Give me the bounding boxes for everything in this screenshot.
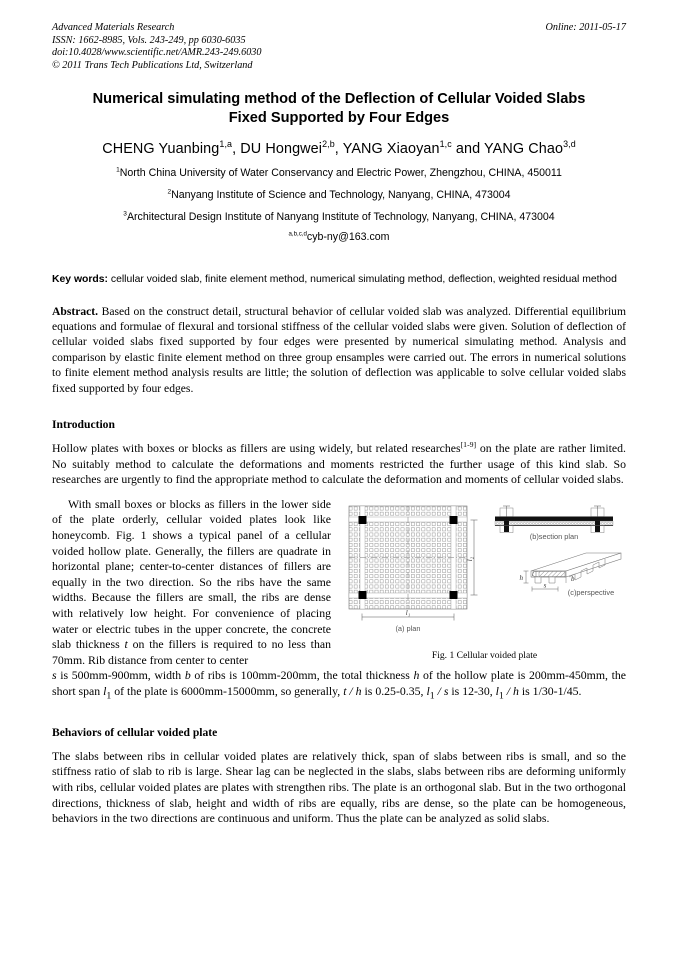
symbol-l1-sub: 1 [106,690,112,702]
author-2-sup: 2,b [322,139,335,150]
affiliation-2 [52,189,626,202]
keywords-text: cellular voided slab, finite element method, numerical simulating method, deflection, weighted residual method [108,274,617,285]
introduction-paragraph-3 [52,668,626,704]
symbol-l1-over-s: l [426,683,430,698]
symbol-s: s [52,668,57,683]
figure-sublabel-b: (b)section plan [529,531,579,541]
journal-issn: ISSN: 1662-8985, Vols. 243-249, pp 6030-6035 [52,34,246,46]
symbol-t: t [124,637,128,652]
email-address: cyb-ny@163.com [306,231,390,243]
figure-1 [343,501,626,662]
intro-p1-after: on the plate are rather limited. No suitably method to calculate the deformations and moments restricted the further usage of this kind slab. So researches are urgently to find the appropriate method to calculate the deformation and moments of cellular voided slabs. [52,441,627,487]
affiliation-2-sup: 2 [167,188,172,196]
author-sep-3: and [451,141,485,157]
journal-header [52,22,626,76]
abstract-block [52,304,626,396]
intro-p3-e: of the plate is 6000mm-15000mm, so generally, [111,683,344,698]
title-line-2: Fixed Supported by Four Edges [228,110,450,126]
intro-p3-a: is 500mm-900mm, width [56,668,185,683]
journal-name: Advanced Materials Research [52,22,175,33]
abstract-label: Abstract. [52,304,99,318]
figure-section-plan [495,506,613,541]
figure-dim-l2: l₂ [466,556,474,562]
symbol-l1-over-h: l [495,683,499,698]
affiliation-2-text: Nanyang Institute of Science and Technology, Nanyang, CHINA, 473004 [171,189,511,201]
figure-dim-b: b [571,574,575,583]
author-sep-1: , [232,141,241,157]
author-1-name: CHENG Yuanbing [102,141,220,157]
abstract-text: Based on the construct detail, structural behavior of cellular voided slab was analyzed. Differential equilibrium equations and formulae of flexural and torsional stiffness of the cellular voided slabs were given. Solution of deflection of cellular voided slabs fixed supported by four edges were presented by numerical simulating method. Analysis and comparison by elastic finite element method on three group ensamples were carried out. The errors in numerical solutions to finite element method analysis results are little; the solution of deflection was applicable to solve cellular voided slabs fixed supported by four edges. [52,304,626,395]
figure-dim-l1: l₁ [405,608,411,617]
email-sup: a,b,c,d [288,230,307,238]
figure-text-wrap-region [52,497,626,669]
symbol-l1: l [103,683,107,698]
author-2-name: DU Hongwei [240,141,323,157]
affiliation-3 [52,211,626,224]
figure-sublabel-a: (a) plan [395,623,421,633]
intro-p2-text: With small boxes or blocks as fillers in the lower side of the plate orderly, cellular voided plates look like honeycomb. Fig. 1 shows a typical panel of a cellular voided hollow plate. Generally, the fillers are quadrate in horizontal plane; center-to-center distances of fillers are equally in the two direction. So the ribs have the same widths. Because the fillers are small, the ribs are dense with relatively low height. For convenience of placing water or electric tubes in the upper concrete, the concrete slab thickness [52,496,331,652]
introduction-paragraph-1 [52,441,626,488]
symbol-t-over-h: t / h [343,683,362,698]
author-1-sup: 1,a [219,139,233,150]
author-3-name: YANG Xiaoyan [342,141,440,157]
section-heading-introduction: Introduction [52,418,115,432]
symbol-l1s-rest: / s [434,683,449,698]
author-3-sup: 1,c [439,139,452,150]
online-date: Online: 2011-05-17 [545,22,626,33]
section-heading-behaviors: Behaviors of cellular voided plate [52,725,218,739]
author-4-name: YANG Chao [484,141,564,157]
figure-perspective [520,553,622,597]
journal-doi: doi:10.4028/www.scientific.net/AMR.243-249.6030 [52,47,262,59]
intro-p2-cont: on the fillers is required to no less than 70mm. Rib distance from center to center [52,637,331,667]
figure-dim-s: s [543,581,547,590]
intro-p3-g: is 12-30, [448,683,496,698]
affiliation-1-text: North China University of Water Conservancy and Electric Power, Zhengzhou, CHINA, 450011 [119,167,562,179]
intro-p3-d: of the hollow plate is 200mm-450mm, the short span [52,668,626,698]
figure-dim-t: t [532,569,534,578]
figure-plan-view [349,506,478,633]
page-title [60,90,618,128]
figure-1-artwork [343,501,626,636]
journal-copyright: © 2011 Trans Tech Publications Ltd, Switzerland [52,59,253,71]
affiliation-3-text: Architectural Design Institute of Nanyang Institute of Technology, Nanyang, CHINA, 473004 [126,211,555,223]
symbol-l1h-sub: 1 [498,690,504,702]
contact-email [52,231,626,243]
intro-p3-f: is 0.25-0.35, [361,683,427,698]
symbol-h: h [413,668,420,683]
cellular-voided-plate-diagram [343,501,626,636]
affiliation-1 [52,167,626,180]
title-line-1: Numerical simulating method of the Deflection of Cellular Voided Slabs [92,91,586,107]
affiliation-3-sup: 3 [123,210,127,218]
journal-header-left [52,22,492,72]
author-list [52,141,626,157]
symbol-l1s-sub: 1 [429,690,435,702]
intro-p1-before: Hollow plates with boxes or blocks as fillers are using widely, but related researches [52,441,461,456]
symbol-b: b [184,668,191,683]
figure-dim-h: h [519,573,523,582]
intro-p3-c: of ribs is 100mm-200mm, the total thickness [190,668,414,683]
affiliation-1-sup: 1 [116,166,120,174]
keywords-block [52,273,626,287]
figure-sublabel-c: (c)perspective [567,587,615,597]
figure-1-caption: Fig. 1 Cellular voided plate [431,649,538,661]
symbol-l1h-rest: / h [503,683,519,698]
behaviors-paragraph: The slabs between ribs in cellular voided plates are relatively thick, span of slabs between ribs is small, and so the stiffness ratio of slab to rib is large. Shear lag can be neglected in the slabs, slabs between ribs are deforming uniformly with ribs, cellular voided plates are plates with strengthen ribs. The plate is an orthogonal slab. But in the two orthogonal directions, thickness of slab, height and width of ribs are equally, ribs are dense, so the plate can be homogeneous, behaviors in the two directions are continuous and uniform. Thus the plate can be analyzed as solid slabs. [52,748,626,826]
intro-p3-i: is 1/30-1/45. [518,683,582,698]
author-sep-2: , [334,141,343,157]
keywords-label: Key words: [52,274,109,285]
citation-ref-1-9: [1-9] [460,440,477,450]
author-4-sup: 3,d [563,139,576,150]
